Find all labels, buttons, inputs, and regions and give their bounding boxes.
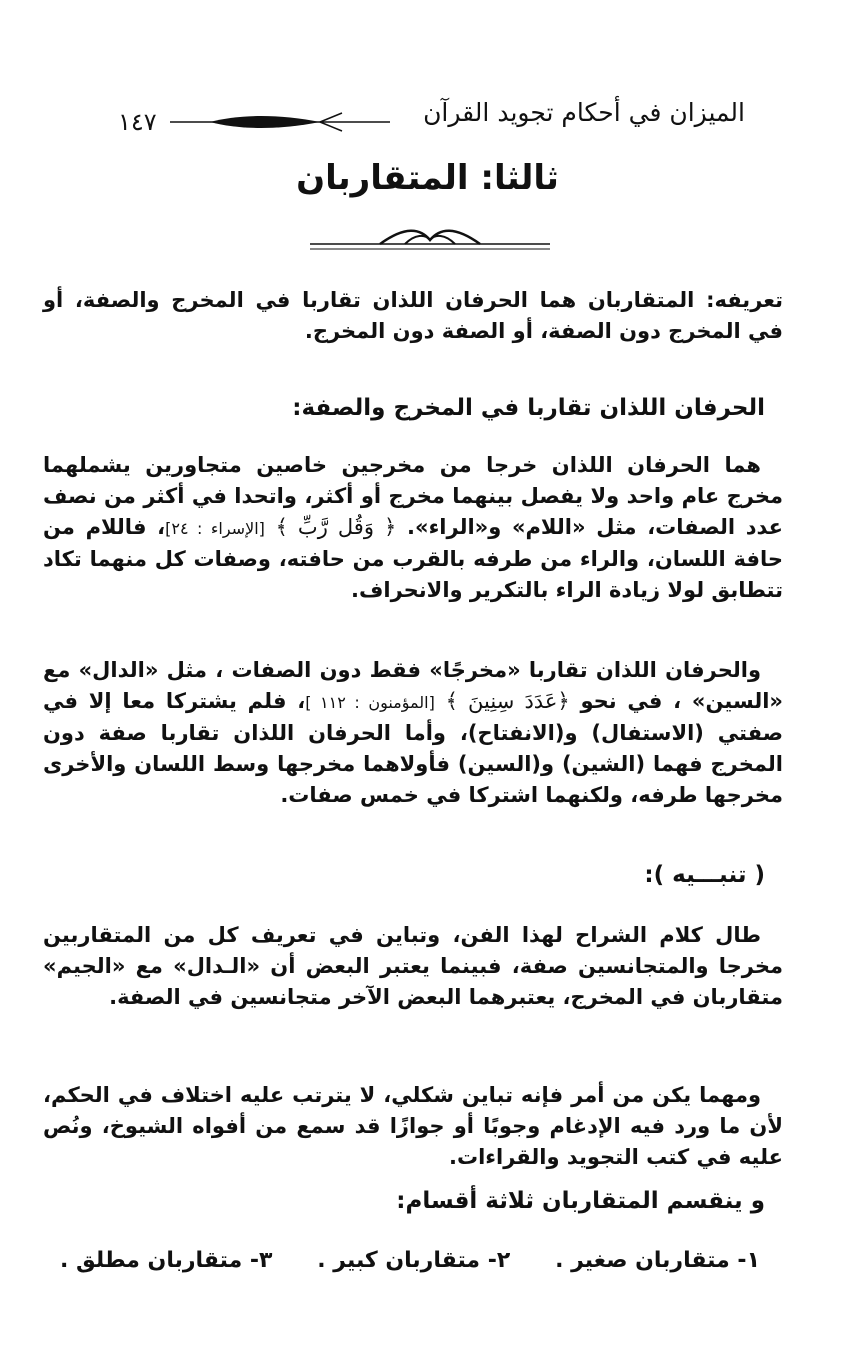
page-number: ١٤٧ [118,108,157,136]
section-title: ثالثا: المتقاربان [296,158,559,198]
paragraph-close-in-both [43,450,783,606]
division-item: ٢- متقاربان كبير . [317,1248,511,1273]
subheading-place-and-attribute: الحرفان اللذان تقاربا في المخرج والصفة: [292,395,765,421]
title-ornament [310,220,550,260]
note-heading: ( تنبـــيه ): [644,862,765,888]
paragraph-close-in-place-only [43,655,783,811]
verse-quote: ﴿عَدَدَ سِنِينَ ﴾ [445,689,570,713]
verse-reference: [المؤمنون : ١١٢ ] [305,693,435,712]
para-2-continuation: ، فلم يشتركا معا إلا في صفتي (الاستفال) و(الانفتاح)، وأما الحرفان اللذان تقاربا صفة دون المخرج فهما (الشين) و(السين) فأولاهما مخرجها وسط اللسان والأخرى مخرجها طرفه، ولكنهما اشتركا في خمس صفات. [43,689,783,807]
verse-reference: [الإسراء : ٢٤] [165,519,265,538]
header-rule-ornament [170,110,390,134]
division-item: ٣- متقاربان مطلق . [60,1248,273,1273]
conclusion-paragraph: ومهما يكن من أمر فإنه تباين شكلي، لا يترتب عليه اختلاف في الحكم، لأن ما ورد فيه الإدغام وجوبًا أو جوازًا قد سمع من أفواه الشيوخ، ونُص عليه في كتب التجويد والقراءات. [43,1083,783,1169]
definition-label: تعريفه: [706,288,783,312]
subheading-divisions: و ينقسم المتقاربان ثلاثة أقسام: [396,1188,765,1214]
definition-text: المتقاربان هما الحرفان اللذان تقاربا في المخرج والصفة، أو في المخرج دون الصفة، أو الصفة دون المخرج. [43,288,783,343]
note-paragraph: طال كلام الشراح لهذا الفن، وتباين في تعريف كل من المتقاربين مخرجا والمتجانسين صفة، فبينما يعتبر البعض أن «الـدال» مع «الجيم» متقاربان في المخرج، يعتبرهما البعض الآخر متجانسين في الصفة. [43,923,783,1009]
verse-quote: ﴿ وَقُل رَّبِّ ﴾ [275,515,397,539]
division-item: ١- متقاربان صغير . [555,1248,760,1273]
running-header-title: الميزان في أحكام تجويد القرآن [423,98,745,127]
para-1-text: هما الحرفان اللذان خرجا من مخرجين خاصين متجاورين يشملهما مخرج عام واحد ولا يفصل بينهما مخرج أو أكثر، واتحدا في أكثر من نصف عدد الصفات، مثل «اللام» و«الراء». [43,453,784,539]
para-1-continuation: ، فاللام من حافة اللسان، والراء من طرفه بالقرب من حافته، وصفات كل منهما تكاد تتطابق لولا زيادة الراء بالتكرير والانحراف. [43,515,783,602]
definition-paragraph [43,285,783,347]
para-2-text: والحرفان اللذان تقاربا «مخرجًا» فقط دون الصفات ، مثل «الدال» مع «السين» ، في نحو [43,658,783,713]
divisions-list [60,1248,760,1273]
